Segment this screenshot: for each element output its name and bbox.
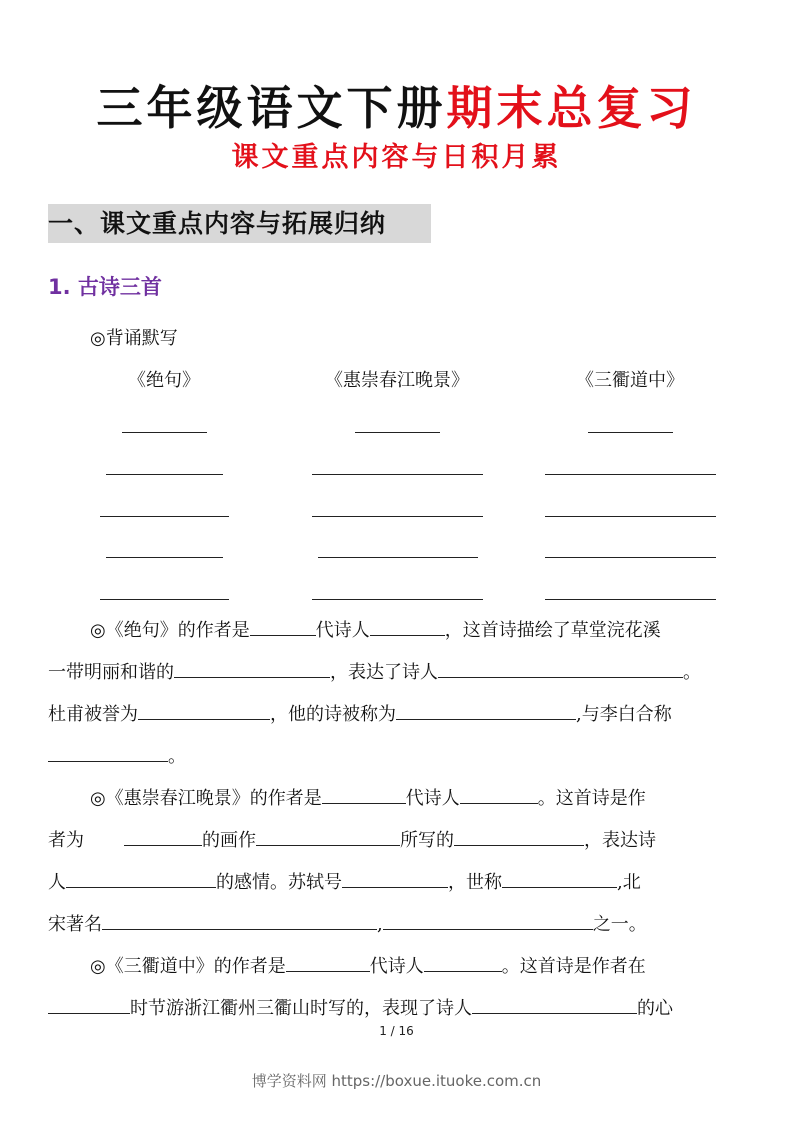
fill-blank[interactable] <box>472 993 637 1014</box>
fill-blank[interactable] <box>460 783 538 804</box>
p2-line4: 宋著名 , 之一。 <box>48 904 745 946</box>
p3-line1: ◎《三衢道中》的作者是 代诗人 。这首诗是作者在 <box>48 946 745 988</box>
recite-blank[interactable] <box>312 599 483 600</box>
fill-blank[interactable] <box>424 951 502 972</box>
fill-blank[interactable] <box>502 867 617 888</box>
recite-blank[interactable] <box>318 557 478 558</box>
p3-line2: 时节游浙江衢州三衢山时写的，表现了诗人 的心 <box>48 988 745 1030</box>
p1-line2: 一带明丽和谐的 ，表达了诗人 。 <box>48 652 745 694</box>
fill-blank[interactable] <box>454 825 584 846</box>
fill-blank[interactable] <box>66 867 216 888</box>
title-red: 期末总复习 <box>446 81 697 135</box>
fill-blank[interactable] <box>438 657 683 678</box>
recite-blank[interactable] <box>106 557 223 558</box>
poem-title-jueju: 《绝句》 <box>128 370 200 391</box>
recite-label: ◎背诵默写 <box>90 328 178 349</box>
recite-blank[interactable] <box>545 516 716 517</box>
recite-blank[interactable] <box>312 516 483 517</box>
fill-blank[interactable] <box>174 657 330 678</box>
document-title <box>0 80 793 136</box>
document-subtitle: 课文重点内容与日积月累 <box>231 142 562 173</box>
p2-line2: 者为 的画作 所写的 ，表达诗 <box>48 820 745 862</box>
p2-line3: 人 的感情。苏轼号 ，世称 ,北 <box>48 862 745 904</box>
recite-blank[interactable] <box>100 516 229 517</box>
fill-blank[interactable] <box>286 951 370 972</box>
fill-blank[interactable] <box>250 615 316 636</box>
fill-blank[interactable] <box>138 699 270 720</box>
title-black: 三年级语文下册 <box>96 81 447 135</box>
footer-watermark: 博学资料网 https://boxue.ituoke.com.cn <box>251 1072 542 1090</box>
section-heading: 一、课文重点内容与拓展归纳 <box>48 204 431 243</box>
fill-blank[interactable] <box>124 825 202 846</box>
fill-blank[interactable] <box>396 699 576 720</box>
fill-blank[interactable] <box>370 615 445 636</box>
recite-blank[interactable] <box>545 557 716 558</box>
p2-line1: ◎《惠崇春江晚景》的作者是 代诗人 。这首诗是作 <box>48 778 745 820</box>
fill-blank[interactable] <box>102 909 377 930</box>
subsection-heading: 1. 古诗三首 <box>48 275 162 299</box>
fill-blank[interactable] <box>256 825 400 846</box>
p1-line3: 杜甫被誉为 ，他的诗被称为 ,与李白合称 <box>48 694 745 736</box>
fill-blank[interactable] <box>322 783 406 804</box>
recite-blank[interactable] <box>106 474 223 475</box>
recite-blank[interactable] <box>588 432 673 433</box>
recite-blank[interactable] <box>355 432 440 433</box>
poem-title-sanqu: 《三衢道中》 <box>576 370 684 391</box>
recite-blank[interactable] <box>100 599 229 600</box>
recite-blank[interactable] <box>122 432 207 433</box>
page-number: 1 / 16 <box>379 1024 414 1038</box>
p1-line1: ◎《绝句》的作者是 代诗人 ，这首诗描绘了草堂浣花溪 <box>48 610 745 652</box>
recite-blank[interactable] <box>545 474 716 475</box>
p1-line4: 。 <box>48 736 745 778</box>
recite-blank[interactable] <box>545 599 716 600</box>
fill-blank[interactable] <box>383 909 593 930</box>
poem-title-huichong: 《惠崇春江晚景》 <box>325 370 469 391</box>
fill-blank[interactable] <box>342 867 448 888</box>
fill-blank[interactable] <box>48 741 168 762</box>
fill-blank[interactable] <box>48 993 130 1014</box>
recite-blank[interactable] <box>312 474 483 475</box>
